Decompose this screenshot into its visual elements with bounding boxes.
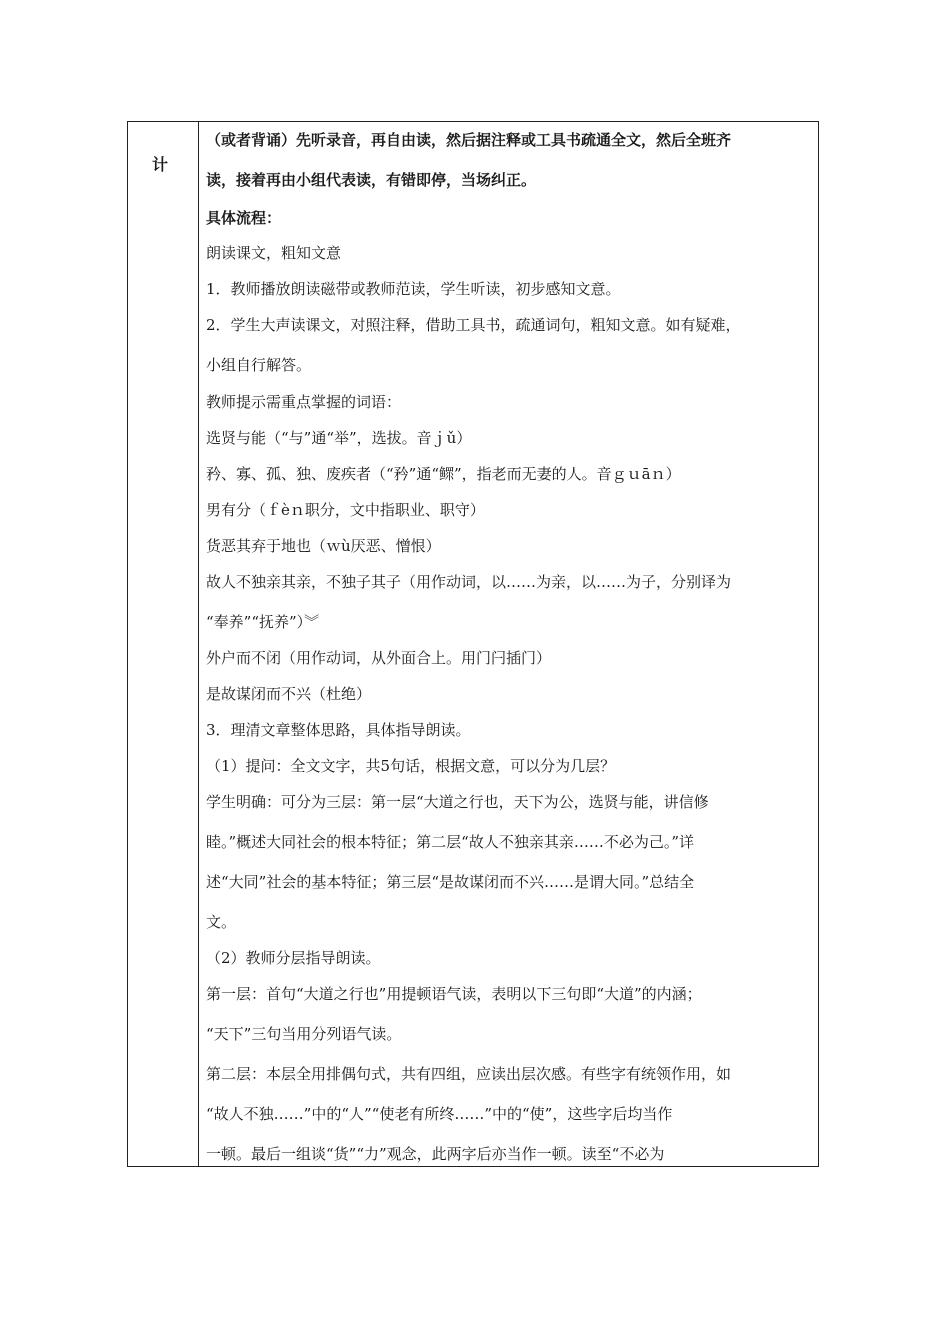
text-line: 教师提示需重点掌握的词语： (206, 393, 402, 411)
text-line: “奉养”“抚养”）︾ (206, 613, 320, 631)
text-line: 是故谋闭而不兴（杜绝） (206, 685, 372, 703)
text-line: 一顿。最后一组谈“货”“力”观念，此两字后亦当作一顿。读至“不必为 (206, 1145, 665, 1163)
text-line: （或者背诵）先听录音，再自由读，然后据注释或工具书疏通全文，然后全班齐 (206, 131, 732, 149)
text-line: （1）提问：全文文字，共5句话，根据文意，可以分为几层？ (206, 757, 616, 775)
text-line: 1．教师播放朗读磁带或教师范读，学生听读，初步感知文意。 (206, 280, 621, 298)
text-line: 文。 (206, 913, 237, 931)
text-line: 货恶其弃于地也（ｗù厌恶、憎恨） (206, 537, 441, 555)
text-line: “故人不独……”中的“人”“使老有所终……”中的“使”，这些字后均当作 (206, 1105, 673, 1123)
text-line: 故人不独亲其亲，不独子其子（用作动词，以……为亲，以……为子，分别译为 (206, 573, 732, 591)
text-line: 2．学生大声读课文，对照注释，借助工具书，疏通词句，粗知文意。如有疑难， (206, 316, 741, 334)
text-line: 具体流程： (206, 209, 282, 227)
text-line: 选贤与能（“与”通“举”，选拔。音ｊǔ） (206, 429, 472, 447)
label-column (128, 122, 199, 1166)
text-line: 小组自行解答。 (206, 356, 312, 374)
text-line: 第一层：首句“大道之行也”用提顿语气读，表明以下三句即“大道”的内涵； (206, 985, 702, 1003)
text-line: （2）教师分层指导朗读。 (206, 949, 381, 967)
column-label: 计 (152, 155, 169, 174)
text-line: 男有分（ｆèｎ职分，文中指职业、职守） (206, 501, 485, 519)
text-line: 述“大同”社会的基本特征；第三层“是故谋闭而不兴……是谓大同。”总结全 (206, 873, 695, 891)
text-line: “天下”三句当用分列语气读。 (206, 1025, 402, 1043)
text-line: 朗读课文，粗知文意 (206, 244, 342, 262)
text-line: 读，接着再由小组代表读，有错即停，当场纠正。 (206, 171, 537, 189)
text-line: 第二层：本层全用排偶句式，共有四组，应读出层次感。有些字有统领作用，如 (206, 1065, 732, 1083)
text-line: 3．理清文章整体思路，具体指导朗读。 (206, 721, 471, 739)
text-line: 学生明确：可分为三层：第一层“大道之行也，天下为公，选贤与能，讲信修 (206, 793, 709, 811)
text-line: 睦。”概述大同社会的根本特征；第二层“故人不独亲其亲……不必为己。”详 (206, 833, 695, 851)
text-line: 外户而不闭（用作动词，从外面合上。用门闩插门） (206, 649, 552, 667)
lesson-table (127, 121, 819, 1167)
text-line: 矜、寡、孤、独、废疾者（“矜”通“鳏”，指老而无妻的人。音ｇｕāｎ） (206, 465, 681, 483)
